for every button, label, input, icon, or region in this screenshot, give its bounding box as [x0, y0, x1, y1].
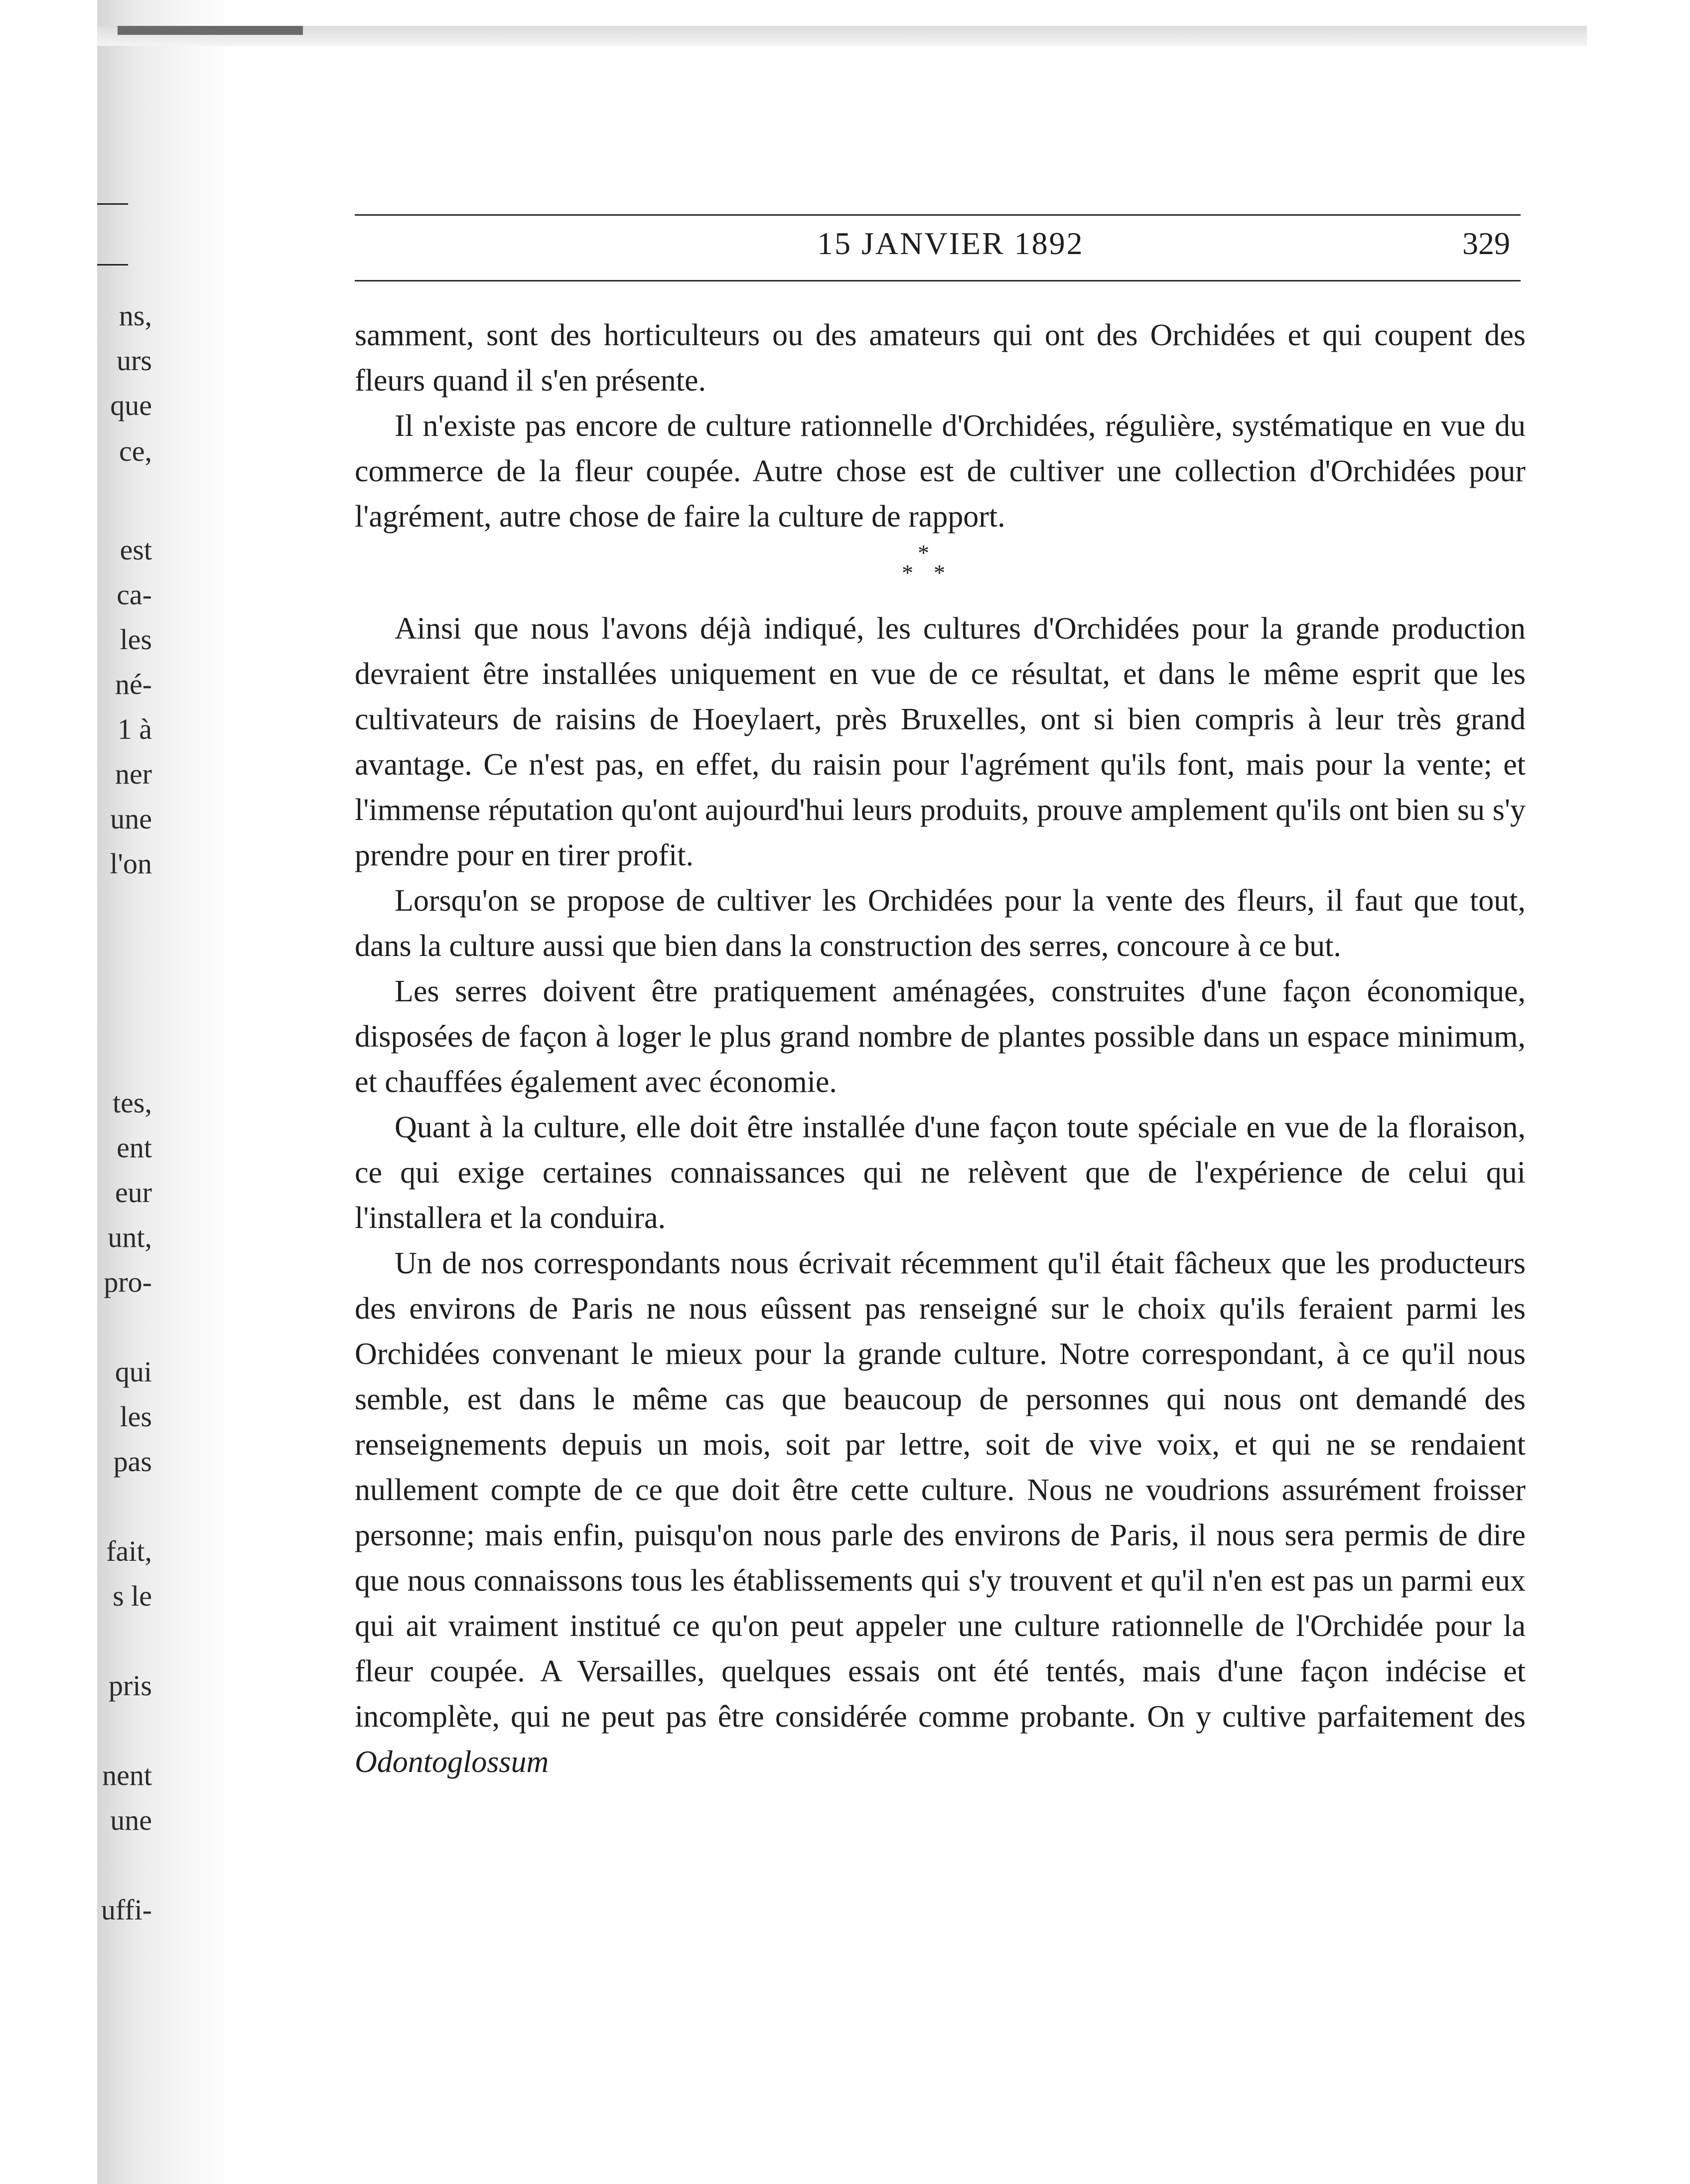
previous-page-fragment: ns, — [119, 299, 152, 332]
previous-page-fragment: qui — [115, 1356, 152, 1388]
previous-page-fragment: fait, — [106, 1535, 152, 1567]
article-body — [355, 313, 1526, 1785]
previous-page-fragment: pas — [113, 1445, 152, 1478]
previous-page-fragment: que — [110, 389, 152, 421]
previous-page-fragment: ner — [115, 758, 152, 790]
previous-page-fragment: ce, — [119, 435, 152, 467]
previous-page-text-column — [97, 0, 152, 2184]
previous-page-fragment: est — [120, 534, 152, 566]
paragraph: Quant à la culture, elle doit être installée d'une façon toute spéciale en vue de la floraison, ce qui exige certaines connaissances qui ne relèvent que de l'expérience de celui qui l'installera et la conduira. — [355, 1110, 1526, 1235]
previous-page-fragment: tes, — [113, 1087, 152, 1119]
asterism-separator — [355, 540, 1526, 599]
previous-page-fragment: né- — [115, 668, 152, 700]
previous-page-fragment: ent — [117, 1131, 152, 1164]
paragraph: samment, sont des horticulteurs ou des amateurs qui ont des Orchidées et qui coupent des fleurs quand il s'en présente. — [355, 318, 1526, 398]
previous-page-fragment: s le — [113, 1580, 152, 1612]
asterism-star: * — [918, 540, 929, 565]
paragraph-text: Un de nos correspondants nous écrivait récemment qu'il était fâcheux que les producteurs des environs de Paris ne nous eûssent pas renseigné sur le choix qu'ils feraient parmi les Orchidées convenant le mieux pour la grande culture. Notre correspondant, à ce qu'il nous semble, est dans le même cas que beaucoup de personnes qui nous ont demandé des renseignements depuis un mois, soit par lettre, soit de vive voix, et qui ne se rendaient nullement compte de ce que doit être cette culture. Nous ne voudrions assurément froisser personne; mais enfin, puisqu'on nous parle des environs de Paris, il nous sera permis de dire que nous connaissons tous les établissements qui s'y trouvent et qu'il n'en est pas un parmi eux qui ait vraiment institué ce qu'on peut appeler une culture rationnelle de l'Orchidée pour la fleur coupée. A Versailles, quelques essais ont été tentés, mais d'une façon indécise et incomplète, qui ne peut pas être considérée comme probante. On y cultive parfaitement des — [355, 1246, 1526, 1734]
previous-page-fragment: une — [110, 1804, 152, 1836]
previous-page-fragment: une — [110, 803, 152, 835]
previous-page-fragment: eur — [115, 1176, 152, 1209]
running-header-date: 15 JANVIER 1892 — [817, 226, 1084, 261]
previous-page-fragment: nent — [102, 1759, 152, 1791]
previous-page-fragment: pro- — [104, 1266, 152, 1298]
scan-top-edge — [97, 26, 1587, 46]
paragraph: Lorsqu'on se propose de cultiver les Orchidées pour la vente des fleurs, il faut que tout, dans la culture aussi que bien dans la construction des serres, concoure à ce but. — [355, 884, 1526, 963]
paragraph: Les serres doivent être pratiquement aménagées, construites d'une façon économique, disposées de façon à loger le plus grand nombre de plantes possible dans un espace minimum, et chauffées également avec économie. — [355, 974, 1526, 1099]
previous-page-fragment: l'on — [110, 847, 152, 880]
paragraph — [355, 1241, 1526, 1785]
asterism-star: * — [934, 560, 945, 585]
previous-page-fragment: les — [120, 1400, 152, 1433]
previous-page-fragment: urs — [117, 344, 152, 377]
paragraph: Ainsi que nous l'avons déjà indiqué, les cultures d'Orchidées pour la grande production devraient être installées uniquement en vue de ce résultat, et dans le même esprit que les cultivateurs de raisins de Hoeylaert, près Bruxelles, ont si bien compris à leur très grand avantage. Ce n'est pas, en effet, du raisin pour l'agrément qu'ils font, mais pour la vente; et l'immense réputation qu'ont aujourd'hui leurs produits, prouve amplement qu'ils ont bien su s'y prendre pour en tirer profit. — [355, 612, 1526, 872]
previous-page-fragment: ca- — [117, 578, 152, 611]
page-number: 329 — [1462, 226, 1510, 261]
previous-page-fragment: 1 à — [117, 713, 152, 745]
scan-left-margin — [0, 0, 97, 2184]
previous-page-fragment: les — [120, 623, 152, 656]
header-rule-top — [355, 214, 1521, 216]
previous-page-fragment: pris — [109, 1669, 152, 1702]
italic-genus-name: Odontoglossum — [355, 1745, 549, 1779]
previous-page-fragment: unt, — [108, 1221, 152, 1253]
scan-right-margin — [1587, 0, 1690, 2184]
previous-page-fragment: uffi- — [101, 1894, 152, 1926]
paragraph: Il n'existe pas encore de culture rationnelle d'Orchidées, régulière, systématique en vue du commerce de la fleur coupée. Autre chose est de cultiver une collection d'Orchidées pour l'agrément, autre chose de faire la culture de rapport. — [355, 409, 1526, 534]
header-rule-bottom — [355, 280, 1521, 281]
asterism-star: * — [902, 560, 913, 585]
